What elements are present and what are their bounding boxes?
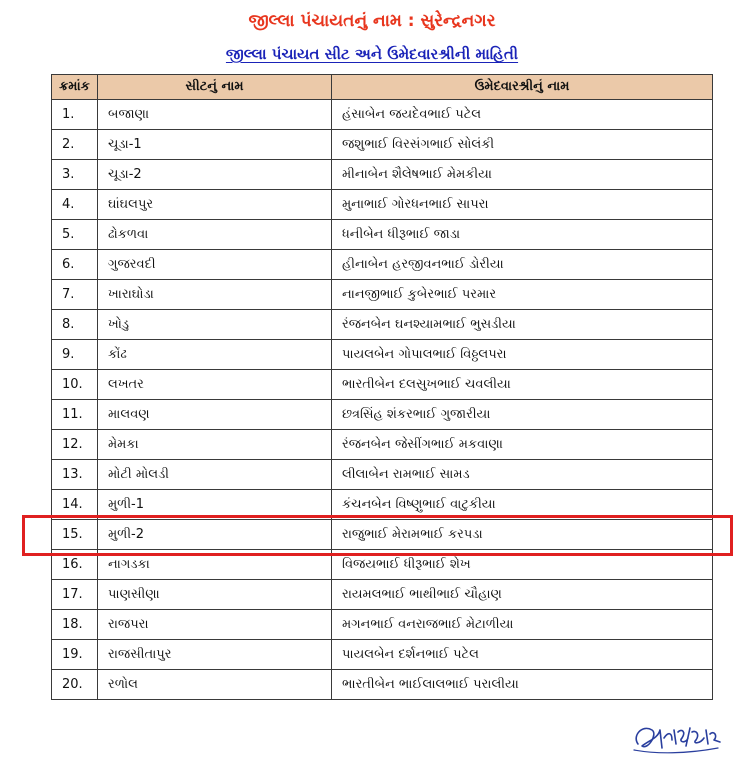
table-row [52, 520, 713, 550]
table-row [52, 400, 713, 430]
page-title: જીલ્લા પંચાયતનું નામ : સુરેન્દ્રનગર [248, 11, 496, 31]
serial-cell: 8. [52, 310, 98, 340]
candidate-name-cell: રંજનબેન જેસીંગભાઈ મકવાણા [332, 430, 713, 460]
table-row [52, 160, 713, 190]
candidate-name-cell: હીનાબેન હરજીવનભાઈ ડોરીયા [332, 250, 713, 280]
candidate-name-cell: પાયલબેન ગોપાલભાઈ વિઠ્ઠલપરા [332, 340, 713, 370]
seat-name-cell: ઢોકળવા [98, 220, 332, 250]
seat-name-cell: ગુજરવદી [98, 250, 332, 280]
table-row [52, 670, 713, 700]
serial-cell: 15. [52, 520, 98, 550]
candidate-name-cell: નાનજીભાઈ કુબેરભાઈ પરમાર [332, 280, 713, 310]
table-row [52, 100, 713, 130]
serial-cell: 18. [52, 610, 98, 640]
column-header-seat: સીટનું નામ [98, 75, 332, 100]
candidate-name-cell: મુનાભાઈ ગોરધનભાઈ સાપરા [332, 190, 713, 220]
candidate-name-cell: જશુભાઈ વિરસંગભાઈ સોલંકી [332, 130, 713, 160]
signature-icon [626, 710, 726, 760]
seat-name-cell: રાજસીતાપુર [98, 640, 332, 670]
column-header-candidate: ઉમેદવારશ્રીનું નામ [332, 75, 713, 100]
serial-cell: 13. [52, 460, 98, 490]
column-header-serial: ક્રમાંક [52, 75, 98, 100]
table-row [52, 190, 713, 220]
serial-cell: 1. [52, 100, 98, 130]
seat-name-cell: લખતર [98, 370, 332, 400]
candidate-name-cell: ધનીબેન ધીરૂભાઈ જાડા [332, 220, 713, 250]
candidate-name-cell: લીલાબેન રામભાઈ સામડ [332, 460, 713, 490]
serial-cell: 11. [52, 400, 98, 430]
seat-name-cell: ચૂડા-1 [98, 130, 332, 160]
table-row [52, 220, 713, 250]
candidate-name-cell: મગનભાઈ વનરાજભાઈ મેટાળીયા [332, 610, 713, 640]
candidate-name-cell: ભારતીબેન દલસુખભાઈ ચવલીયા [332, 370, 713, 400]
candidate-name-cell: હંસાબેન જયદેવભાઈ પટેલ [332, 100, 713, 130]
seat-name-cell: ખોડુ [98, 310, 332, 340]
seat-name-cell: મેમકા [98, 430, 332, 460]
table-row [52, 610, 713, 640]
table-row [52, 250, 713, 280]
candidate-name-cell: રંજનબેન ઘનશ્યામભાઈ ભુસડીયા [332, 310, 713, 340]
seat-name-cell: ખારાઘોડા [98, 280, 332, 310]
serial-cell: 10. [52, 370, 98, 400]
candidate-name-cell: રાજુભાઈ મેરામભાઈ કરપડા [332, 520, 713, 550]
serial-cell: 20. [52, 670, 98, 700]
seat-name-cell: રળોલ [98, 670, 332, 700]
serial-cell: 12. [52, 430, 98, 460]
serial-cell: 16. [52, 550, 98, 580]
seat-name-cell: નાગડકા [98, 550, 332, 580]
table-row [52, 130, 713, 160]
table-row [52, 640, 713, 670]
seat-name-cell: બજાણા [98, 100, 332, 130]
serial-cell: 17. [52, 580, 98, 610]
table-body [52, 100, 713, 700]
table-row [52, 340, 713, 370]
serial-cell: 14. [52, 490, 98, 520]
seat-name-cell: માલવણ [98, 400, 332, 430]
candidate-name-cell: કંચનબેન વિષ્ણુભાઈ વાટુકીયા [332, 490, 713, 520]
candidate-name-cell: મીનાબેન શૈલેષભાઈ મેમકીયા [332, 160, 713, 190]
table-row [52, 370, 713, 400]
serial-cell: 2. [52, 130, 98, 160]
serial-cell: 6. [52, 250, 98, 280]
table-row [52, 490, 713, 520]
seat-name-cell: ઘાંઘલપુર [98, 190, 332, 220]
seat-name-cell: રાજપરા [98, 610, 332, 640]
serial-cell: 9. [52, 340, 98, 370]
table-header-row [52, 75, 713, 100]
candidate-name-cell: પાયલબેન દર્શનભાઈ પટેલ [332, 640, 713, 670]
seat-name-cell: મુળી-2 [98, 520, 332, 550]
candidate-name-cell: ભારતીબેન ભાઈલાલભાઈ પરાલીયા [332, 670, 713, 700]
candidate-table [51, 74, 713, 700]
serial-cell: 5. [52, 220, 98, 250]
serial-cell: 3. [52, 160, 98, 190]
candidate-name-cell: વિજયભાઈ ધીરૂભાઈ શેખ [332, 550, 713, 580]
candidate-name-cell: છત્રસિંહ શંકરભાઈ ગુજારીયા [332, 400, 713, 430]
page-subtitle-text: જીલ્લા પંચાયત સીટ અને ઉમેદવારશ્રીની માહિતી [225, 45, 519, 63]
table-row [52, 460, 713, 490]
table-row [52, 310, 713, 340]
page-subtitle [0, 42, 744, 66]
seat-name-cell: ચૂડા-2 [98, 160, 332, 190]
serial-cell: 19. [52, 640, 98, 670]
serial-cell: 7. [52, 280, 98, 310]
seat-name-cell: પાણસીણા [98, 580, 332, 610]
table-row [52, 430, 713, 460]
candidate-name-cell: રાયમલભાઈ ભાથીભાઈ ચૌહાણ [332, 580, 713, 610]
table-row [52, 550, 713, 580]
seat-name-cell: મુળી-1 [98, 490, 332, 520]
table-row [52, 280, 713, 310]
seat-name-cell: કોંઢ [98, 340, 332, 370]
table-row [52, 580, 713, 610]
serial-cell: 4. [52, 190, 98, 220]
seat-name-cell: મોટી મોલડી [98, 460, 332, 490]
